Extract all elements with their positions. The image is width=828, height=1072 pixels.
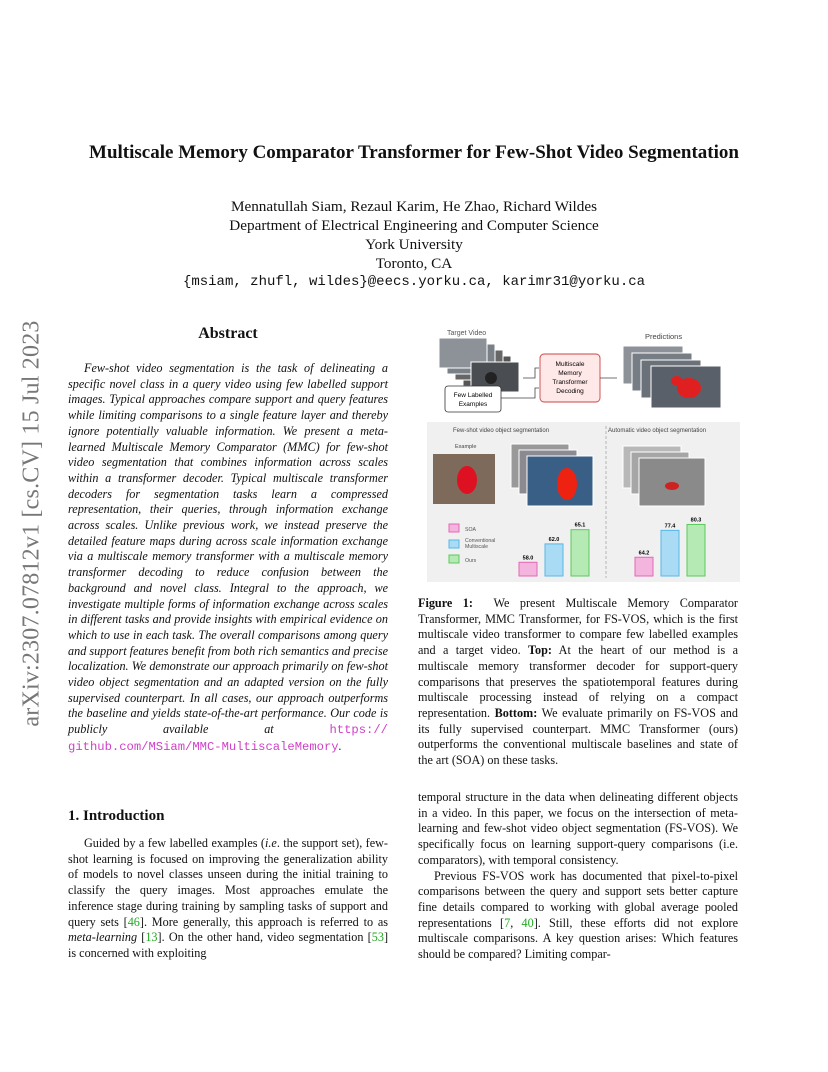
university: York University [365,236,463,253]
location: Toronto, CA [375,255,453,272]
example-mask [457,466,477,494]
text-span: Guided by a few labelled examples ( [84,836,265,850]
bar-value-label: 62.0 [548,536,560,543]
citation-link[interactable]: 46 [127,914,140,929]
introduction-text [68,836,388,962]
legend-conv-2: Multiscale [465,544,489,550]
text-span: ] is concerned with exploiting [68,930,388,960]
department: Department of Electrical Engineering and Computer Science [229,217,599,234]
few-labelled-line1: Few Labelled [453,392,493,399]
bar-soa [519,562,537,576]
bar-conv [545,544,563,576]
caption-top: Top: [528,643,552,658]
bar-ours [687,524,705,576]
target-video-frames [439,338,519,392]
arrow [523,368,539,378]
caption-text: At the heart of our method is a multiscale memory transformer decoder for support-query comparisons that preserves the spatiotemporal features during multiscale processing instead of relying on a compact representation. [418,643,738,720]
abstract-heading: Abstract [198,325,258,342]
caption-text: We evaluate primarily on FS-VOS and its fully supervised counterpart. MMC Transformer (ours) outperforms the conventional multiscale baselines and state of the art (SOA) on these tasks. [418,705,738,768]
few-labelled-box [445,386,501,412]
legend-swatch-soa [449,524,459,532]
legend-swatch-conv [449,540,459,548]
paper-title: Multiscale Memory Comparator Transformer for Few-Shot Video Segmentation [89,142,739,163]
text-span: ]. Still, these efforts did not explore multiscale comparisons. A key question arises: Which features should be compared? Limiting compar- [418,915,739,962]
legend-conv-1: Conventional [465,538,496,544]
text-span: Previous FS-VOS work has documented that pixel-to-pixel comparisons between the query and support sets better capture fine details compared to working with global average pooled representations [ [418,868,738,930]
abstract-text: Few-shot video segmentation is the task of delineating a specific novel class in a query video using few labelled support images. Typical approaches compare support and query features while limiting comparisons to a single feature layer and thereby ignore potentially valuable information. We present a meta-learned Multiscale Memory Comparator (MMC) for few-shot video segmentation that combines information across scales within a transformer decoder. Typical multiscale transformer decoders for segmentation tasks learn a compressed representation, their queries, through information exchange across scales. Unlike previous work, we instead preserve the detailed feature maps during across scale information exchange via a multiscale memory transformer with a multiscale memory transformer decoding to reduce confusion between the background and novel class. Integral to the approach, we investigate multiple forms of information exchange across scales in different tasks and provide insights with empirical evidence on which to use in each task. The overall comparisons among query and support features benefit from both rich semantics and precise localization. We demonstrate our approach primarily on few-shot video object segmentation and an adapted version on the fully supervised counterpart. In all cases, our approach outperforms the baseline and yields state-of-the-art performance. Our code is publicly available at https:// github.com/MSiam/MMC-MultiscaleMemory. [68,361,388,754]
text-span: [ [137,930,146,945]
decoder-line1: Multiscale [555,361,585,368]
caption-label: Figure 1: [418,596,473,610]
decoder-line2: Memory [558,370,582,377]
citation-link[interactable]: 13 [145,930,158,945]
bar-conv [661,530,679,576]
example-label: Example [455,444,477,450]
paragraph: temporal structure in the data when delineating different objects in a video. In this paper, we focus on the intersection of meta-learning and few-shot video object segmentation (FS-VOS). We specifically focus on learning support-query comparisons (i.e. comparators), with temporal consistency. [418,790,738,867]
caption-text: We present Multiscale Memory Comparator Transformer, MMC Transformer, for FS-VOS, which is the first multiscale video transformer to compare few labelled examples and a target video. [418,596,738,658]
predictions-label: Predictions [645,332,683,341]
decoder-line3: Transformer [552,379,588,386]
figure-caption [418,596,738,769]
figure-1 [427,326,740,582]
arxiv-stamp: arXiv:2307.07812v1 [cs.CV] 15 Jul 2023 [18,320,45,727]
citation-link[interactable]: 40 [521,915,534,930]
text-span: ]. More generally, this approach is referred to as [139,914,389,929]
caption-bottom: Bottom: [494,705,538,720]
abstract-body: Few-shot video segmentation is the task of delineating a specific novel class in a query video using few labelled support images. Typical approaches compare support and query features while limiting comparisons to a single feature layer and thereby ignore potentially valuable information. We present a meta-learned Multiscale Memory Comparator (MMC) for few-shot video segmentation that combines information across scales within a transformer decoder. Typical multiscale transformer decoders for segmentation tasks learn a compressed representation, their queries, through information exchange across scales. Unlike previous work, we instead preserve the detailed feature maps during across scale information exchange via a multiscale memory transformer with a multiscale memory transformer decoding to reduce confusion between the background and novel class. Integral to the approach, we investigate multiple forms of information exchange across scales in different tasks and provide insights with empirical evidence on which to use in each task. The overall comparisons among query and support features benefit from both rich semantics and precise localization. We demonstrate our approach primarily on few-shot video object segmentation and an adapted version on the fully supervised counterpart. In all cases, our approach outperforms the baseline and yields state-of-the-art performance. Our code is publicly available at [68,361,388,737]
emails: {msiam, zhufl, wildes}@eecs.yorku.ca, karimr31@yorku.ca [182,274,646,290]
bar-value-label: 64.2 [638,550,650,557]
citation-link[interactable]: 7 [504,915,511,930]
bar-value-label: 77.4 [664,523,676,530]
citation-link[interactable]: 53 [371,930,384,945]
bar-value-label: 58.0 [522,555,534,562]
text-span: meta-learning [68,930,138,945]
author-block [0,197,828,292]
intro-paragraph [68,836,388,962]
bar-soa [635,557,653,576]
target-video-label: Target Video [447,330,487,337]
fsvos-panel-title: Few-shot video object segmentation [453,428,550,434]
bar-value-label: 65.1 [574,522,586,529]
section-heading-introduction: 1. Introduction [68,808,165,824]
text-span: i.e [264,836,277,850]
paragraph: Previous FS-VOS work has documented that pixel-to-pixel comparisons between the query and support sets better capture fine details compared to working with global average pooled representations [7, 40]. Still, these efforts did not explore multiscale comparisons. A key question arises: Which features should be compared? Limiting compar- [418,868,739,962]
code-link-part2: github.com/MSiam/MMC-MultiscaleMemory [68,739,339,754]
decoder-line4: Decoding [556,388,584,395]
bar-ours [571,530,589,576]
legend-swatch-ours [449,555,459,563]
code-link-part1: https:// [329,723,388,738]
text-span: . the support set), few-shot learning is focused on improving the generalization ability of models to novel classes unseen during the initial training to classify the query images. Most approaches emulate the inference stage during training by sampling tasks of support and query sets [ [68,836,388,929]
right-column-text [418,790,738,963]
few-labelled-line2: Examples [458,401,488,408]
text-span: ]. On the other hand, video segmentation [ [157,930,372,945]
prediction-frames [623,346,721,408]
legend-soa: SOA [465,527,476,533]
legend-ours: Ours [465,558,477,564]
authors: Mennatullah Siam, Rezaul Karim, He Zhao, Richard Wildes [230,198,598,215]
bar-value-label: 80.3 [690,517,702,524]
avos-panel-title: Automatic video object segmentation [608,428,707,434]
